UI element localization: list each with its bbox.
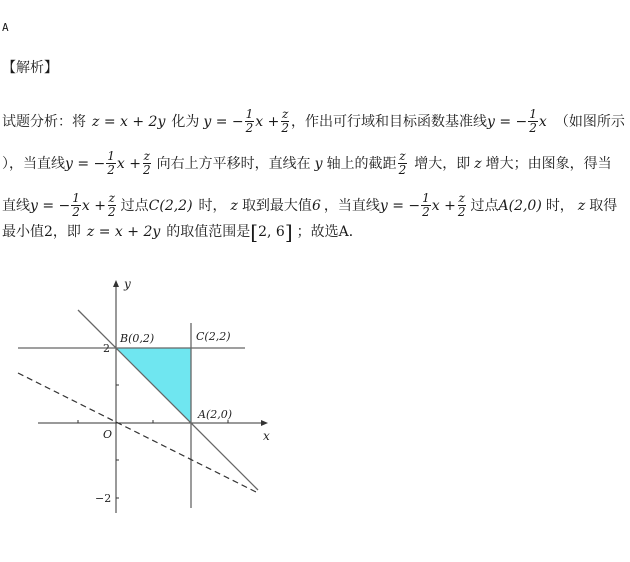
origin-label: O	[103, 428, 113, 441]
fraction-denominator: 2	[107, 163, 115, 177]
fraction-numerator: 1	[245, 107, 254, 121]
analysis-line-3	[2, 192, 617, 219]
fraction-numerator: 1	[529, 107, 537, 121]
dashed-baseline	[18, 373, 258, 493]
text-segment: 过点	[120, 197, 149, 214]
fraction-numerator: z	[282, 107, 289, 121]
range-open-bracket: [	[250, 220, 259, 244]
fraction-denominator: 2	[245, 121, 254, 135]
point-label: C(2,2)	[148, 197, 193, 214]
text-segment: 时，	[545, 197, 574, 214]
fraction-numerator: z	[108, 191, 115, 205]
analysis-line-1	[2, 108, 625, 135]
text-segment: 试题分析：将	[2, 113, 86, 130]
y-axis-arrow	[113, 280, 119, 287]
text-segment: ，作出可行域和目标函数基准线	[291, 113, 487, 130]
variable: z	[230, 197, 238, 214]
fraction	[280, 108, 290, 135]
text-segment: 增大；由图象，得当	[485, 155, 612, 172]
fraction-denominator: 2	[398, 163, 407, 177]
equation-part: x	[538, 113, 547, 130]
fraction-denominator: 2	[108, 205, 116, 219]
fraction-numerator: z	[399, 149, 406, 163]
fraction-numerator: 1	[422, 191, 430, 205]
equation-part: y = −	[65, 155, 106, 172]
variable: z	[474, 155, 482, 172]
equation-part: x +	[431, 197, 456, 214]
variable: y	[314, 155, 323, 172]
section-title: 【解析】	[2, 60, 58, 76]
text-segment: ，当直线	[323, 197, 380, 214]
fraction	[528, 108, 538, 135]
text-segment: 增大，即	[414, 155, 471, 172]
fraction-denominator: 2	[529, 121, 537, 135]
equation-part: y = −	[379, 197, 421, 214]
fraction-numerator: 1	[107, 149, 115, 163]
fraction-numerator: z	[458, 191, 465, 205]
equation-part: x +	[255, 113, 280, 130]
text-segment: ；故选A．	[296, 224, 363, 240]
line-x-plus-y-equals-2	[78, 310, 258, 490]
answer-line	[2, 20, 9, 36]
equation-part: y = −	[30, 197, 71, 214]
text-segment: 直线	[2, 197, 30, 214]
text-segment: （如图所示	[554, 113, 625, 130]
fraction	[107, 192, 117, 219]
text-segment: 取到最大值	[241, 197, 312, 214]
point-label: A(2,0)	[498, 197, 542, 214]
range-value: 2, 6	[258, 224, 285, 240]
analysis-line-4	[2, 220, 363, 244]
text-segment: 过点	[470, 197, 499, 214]
text-segment: 的取值范围是	[166, 224, 251, 240]
fraction	[421, 192, 431, 219]
equation: z = x + 2y	[92, 113, 166, 130]
fraction	[142, 150, 152, 177]
y-axis-label: y	[124, 277, 131, 291]
text-segment: 最小值2，即	[2, 224, 81, 240]
text-segment: 轴上的截距	[326, 155, 397, 172]
fraction	[245, 108, 255, 135]
x-axis-arrow	[261, 420, 268, 426]
fraction-denominator: 2	[281, 121, 289, 135]
equation-part: y = −	[487, 113, 528, 130]
fraction-numerator: 1	[72, 191, 80, 205]
point-a-label: A(2,0)	[198, 408, 233, 421]
y-tick-label-2: 2	[103, 342, 110, 355]
point-c-label: C(2,2)	[196, 330, 231, 343]
text-segment: 时，	[198, 197, 227, 214]
text-segment: ），当直线	[2, 155, 65, 172]
fraction-denominator: 2	[72, 205, 80, 219]
analysis-line-2	[2, 150, 612, 177]
point-b-label: B(0,2)	[120, 332, 155, 345]
y-tick-label-neg-2: −2	[95, 492, 112, 505]
x-axis-label: x	[263, 429, 270, 443]
equation-part: x +	[81, 197, 106, 214]
fraction-numerator: z	[143, 149, 150, 163]
text-segment: 向右上方平移时，直线在	[156, 155, 311, 172]
text-segment: 取得	[589, 197, 618, 214]
feasible-region-graph	[0, 268, 300, 513]
fraction	[457, 192, 467, 219]
fraction-denominator: 2	[422, 205, 430, 219]
equation: z = x + 2y	[86, 224, 161, 240]
section-title-line	[2, 60, 58, 76]
equation-part: x +	[116, 155, 141, 172]
fraction-denominator: 2	[143, 163, 151, 177]
text-segment: 化为	[171, 113, 200, 130]
equation-part: y = −	[203, 113, 244, 130]
answer-text: A	[2, 21, 9, 34]
variable: z	[577, 197, 586, 214]
range-close-bracket: ]	[284, 220, 293, 244]
fraction	[106, 150, 116, 177]
fraction	[71, 192, 81, 219]
fraction	[398, 150, 408, 177]
fraction-denominator: 2	[457, 205, 466, 219]
max-value: 6	[311, 197, 321, 214]
